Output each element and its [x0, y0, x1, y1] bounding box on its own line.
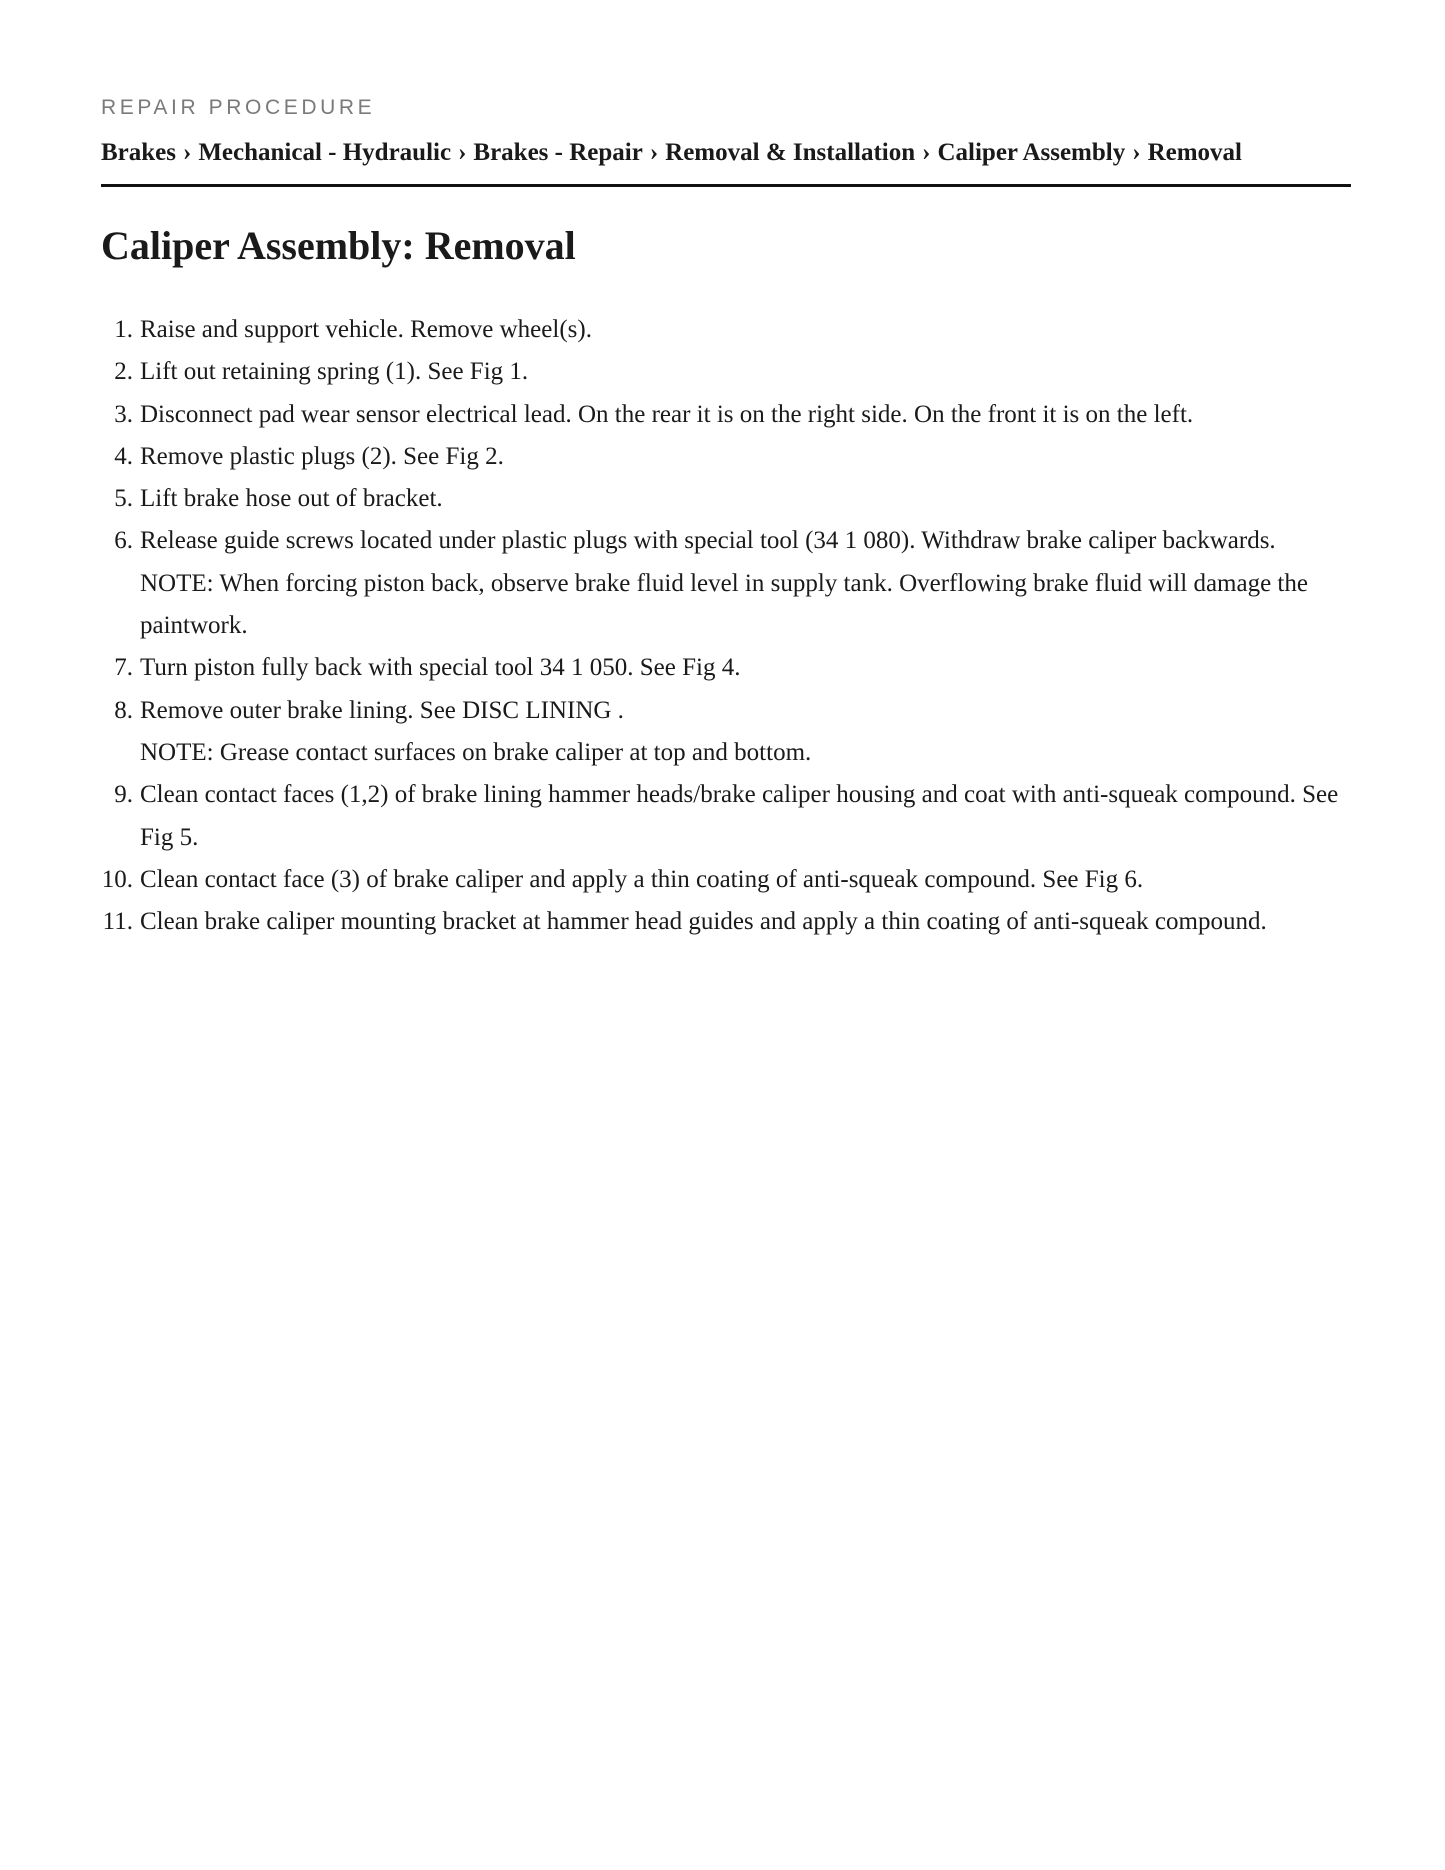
breadcrumb-item-mechanical-hydraulic[interactable]: Mechanical - Hydraulic — [198, 139, 452, 166]
step-item — [101, 520, 1351, 647]
breadcrumb-separator: › — [183, 139, 192, 166]
step-number: 9. — [114, 781, 133, 809]
step-text: Remove plastic plugs (2). See Fig 2. — [140, 442, 504, 470]
breadcrumb-separator: › — [458, 139, 467, 166]
step-item — [101, 351, 1351, 393]
step-text: Disconnect pad wear sensor electrical lead. On the rear it is on the right side. On the front it is on the left. — [140, 400, 1194, 428]
breadcrumb-separator: › — [922, 139, 931, 166]
step-number: 11. — [102, 908, 133, 936]
step-text: Clean contact face (3) of brake caliper and apply a thin coating of anti-squeak compound. See Fig 6. — [140, 865, 1144, 893]
breadcrumb — [101, 138, 1351, 168]
page-title: Caliper Assembly: Removal — [101, 223, 576, 268]
step-text: Raise and support vehicle. Remove wheel(s). — [140, 316, 592, 343]
step-text: Clean contact faces (1,2) of brake lining hammer heads/brake caliper housing and coat with anti-squeak compound. See Fig 5. — [140, 781, 1339, 851]
step-number: 3. — [114, 400, 133, 428]
step-item — [101, 647, 1351, 689]
procedure-steps — [101, 309, 1351, 943]
step-item — [101, 901, 1351, 943]
step-number: 5. — [114, 485, 133, 513]
step-text: Lift out retaining spring (1). See Fig 1. — [140, 358, 529, 386]
step-text: Clean brake caliper mounting bracket at hammer head guides and apply a thin coating of anti-squeak compound. — [140, 908, 1267, 936]
step-note: NOTE: Grease contact surfaces on brake caliper at top and bottom. — [140, 738, 812, 766]
step-item — [101, 690, 1351, 775]
step-number: 4. — [114, 442, 133, 470]
step-number: 2. — [114, 358, 133, 386]
breadcrumb-item-brakes[interactable]: Brakes — [101, 139, 176, 166]
step-item — [101, 774, 1351, 859]
breadcrumb-item-removal: Removal — [1147, 139, 1242, 166]
step-item — [101, 478, 1351, 520]
step-item — [101, 394, 1351, 436]
step-note: NOTE: When forcing piston back, observe brake fluid level in supply tank. Overflowing brake fluid will damage the paintwork. — [140, 569, 1308, 640]
step-number: 6. — [114, 527, 133, 555]
step-item — [101, 859, 1351, 901]
header-divider — [101, 184, 1351, 187]
step-number: 7. — [114, 654, 133, 682]
section-kicker: REPAIR PROCEDURE — [101, 96, 376, 119]
step-text: Lift brake hose out of bracket. — [140, 485, 443, 513]
step-text: Turn piston fully back with special tool 34 1 050. See Fig 4. — [140, 654, 741, 682]
step-item — [101, 309, 1351, 351]
breadcrumb-item-brakes-repair[interactable]: Brakes - Repair — [473, 139, 643, 166]
step-number: 1. — [114, 316, 133, 343]
step-item — [101, 436, 1351, 478]
breadcrumb-item-removal-installation[interactable]: Removal & Installation — [665, 139, 916, 166]
step-number: 8. — [114, 696, 133, 724]
breadcrumb-separator: › — [649, 139, 659, 166]
step-number: 10. — [101, 865, 133, 893]
breadcrumb-item-caliper-assembly[interactable]: Caliper Assembly — [937, 139, 1126, 166]
step-text: Release guide screws located under plastic plugs with special tool (34 1 080). Withdraw brake caliper backwards. — [140, 527, 1276, 555]
step-text: Remove outer brake lining. See DISC LINING . — [140, 696, 624, 724]
breadcrumb-separator: › — [1132, 139, 1141, 166]
document-page — [101, 96, 1351, 943]
